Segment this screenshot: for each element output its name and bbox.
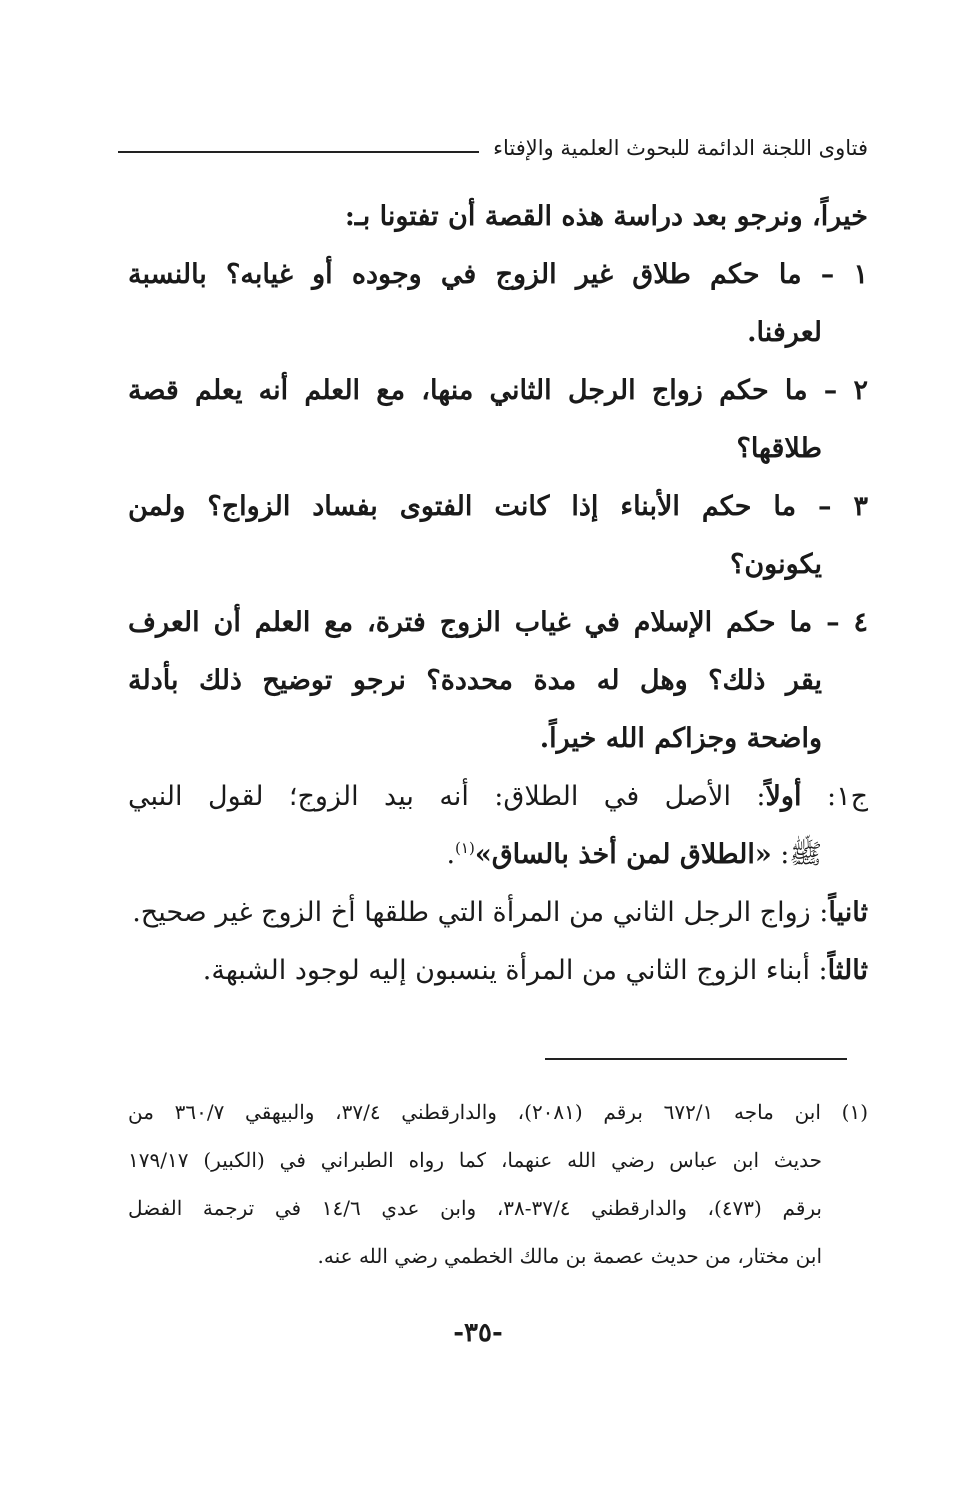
answer-second-point [128, 884, 868, 942]
answer-first-point-text: : الأصل في الطلاق: أنه بيد الزوج؛ لقول النبي [128, 781, 766, 812]
page-number: -٣٥- [453, 1318, 503, 1348]
question-2-line-2: طلاقها؟ [736, 433, 822, 464]
answer-second-point-text: : زواج الرجل الثاني من المرأة التي طلقها أخ الزوج غير صحيح. [132, 897, 829, 928]
answer-third-point-text: : أبناء الزوج الثاني من المرأة ينسبون إليه لوجود الشبهة. [202, 955, 828, 986]
answer-1-line-1 [128, 768, 868, 826]
question-2-line-1: ٢ – ما حكم زواج الرجل الثاني منها، مع العلم أنه يعلم قصة [128, 375, 868, 406]
footnote-separator [545, 1058, 847, 1060]
answer-third-point-label: ثالثاً [827, 955, 868, 986]
footnote-ref: (١) [455, 839, 475, 857]
footnotes [128, 1088, 868, 1280]
salawat-glyph: ﷺ: [771, 839, 822, 870]
sentence-end: . [446, 839, 456, 870]
footnote-line-4: ابن مختار، من حديث عصمة بن مالك الخطمي رضي الله عنه. [317, 1244, 822, 1268]
answer-1-line-2 [128, 826, 868, 884]
question-3-line-1: ٣ – ما حكم الأبناء إذا كانت الفتوى بفساد الزواج؟ ولمن [128, 491, 868, 522]
question-1-line-2: لعرفنا. [747, 317, 822, 348]
question-1-line-1: ١ – ما حكم طلاق غير الزوج في وجوده أو غيابه؟ بالنسبة [128, 259, 868, 290]
footnote-line-3: برقم (٤٧٣)، والدارقطني ٣٧/٤-٣٨، وابن عدي ١٤/٦ في ترجمة الفضل [128, 1196, 822, 1220]
hadith-quote: «الطلاق لمن أخذ بالساق» [474, 839, 772, 870]
question-4-line-3: واضحة وجزاكم الله خيراً. [539, 723, 822, 754]
question-4-line-2: يقر ذلك؟ وهل له مدة محددة؟ نرجو توضيح ذلك بأدلة [128, 665, 822, 696]
footnote-line-1: (١) ابن ماجه ٦٧٢/١ برقم (٢٠٨١)، والدارقطني ٣٧/٤، والبيهقي ٣٦٠/٧ من [128, 1100, 868, 1124]
question-3-line-2: يكونون؟ [730, 549, 822, 580]
intro-line: خيراً، ونرجو بعد دراسة هذه القصة أن تفتونا بـ: [344, 201, 868, 232]
answer-second-point-label: ثانياً [828, 897, 868, 928]
answer-label: ج١: [801, 781, 869, 812]
running-header [118, 128, 868, 168]
question-4-line-1: ٤ – ما حكم الإسلام في غياب الزوج فترة، مع العلم أن العرف [128, 607, 868, 638]
answer-third-point [128, 942, 868, 1000]
main-text [128, 188, 868, 1000]
running-header-title: فتاوى اللجنة الدائمة للبحوث العلمية والإفتاء [493, 136, 868, 160]
header-rule [118, 151, 479, 153]
footnote-line-2: حديث ابن عباس رضي الله عنهما، كما رواه الطبراني في (الكبير) ١٧٩/١٧ [128, 1148, 822, 1172]
answer-first-point-label: أولاً [765, 781, 802, 812]
